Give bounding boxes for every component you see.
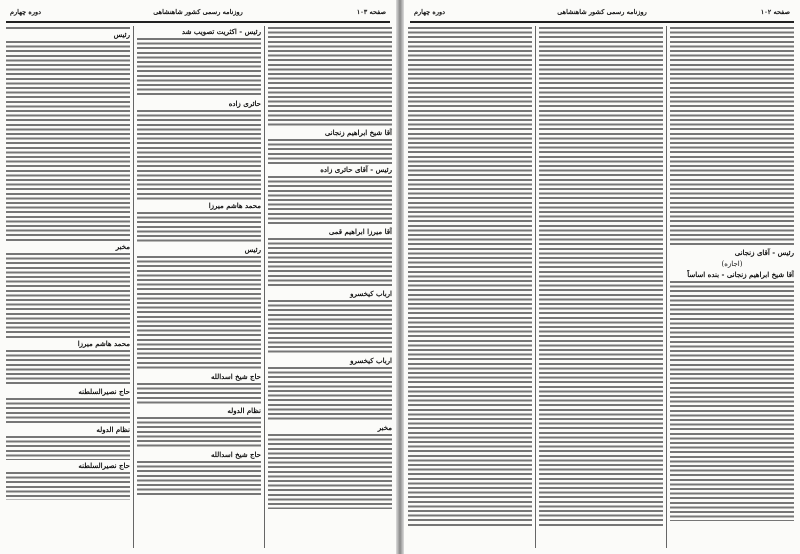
body-text-block: [6, 472, 130, 500]
speaker-heading: ارباب کیخسرو: [350, 356, 392, 365]
page-number: صفحه ۱۰۳: [356, 8, 386, 16]
header-rule: [410, 21, 794, 23]
body-text-block: [539, 27, 663, 527]
speaker-heading: آقا میرزا ابراهیم قمی: [328, 227, 392, 236]
volume-label: دوره چهارم: [414, 8, 445, 16]
column: [6, 26, 130, 501]
column: [539, 26, 663, 528]
body-text-block: [137, 461, 261, 497]
body-text-block: [6, 350, 130, 386]
body-text-block: [137, 110, 261, 200]
speaker-heading: آقا شیخ ابراهیم زنجانی - بنده اساساً: [687, 270, 794, 279]
speaker-heading: رئیس: [113, 30, 130, 39]
body-text-block: [6, 41, 130, 241]
body-text-block: [408, 27, 532, 527]
speaker-heading: مخبر: [115, 242, 130, 251]
speaker-heading: مخبر: [377, 423, 392, 432]
column: [670, 26, 794, 522]
body-text-block: [670, 281, 794, 521]
page-header: [6, 6, 390, 20]
speaker-heading: رئیس - اکثریت تصویب شد: [181, 27, 261, 36]
body-text-block: [268, 434, 392, 509]
body-text-block: [268, 139, 392, 164]
column-divider: [133, 26, 134, 548]
column: [408, 26, 532, 528]
body-text-block: [268, 238, 392, 288]
page-number: صفحه ۱۰۲: [760, 8, 790, 16]
header-rule: [6, 21, 390, 23]
binding-gutter: [396, 0, 404, 554]
newspaper-title: روزنامه رسمی کشور شاهنشاهی: [153, 8, 243, 16]
speaker-heading: حاج نصیرالسلطنه: [78, 387, 130, 396]
speaker-heading: ارباب کیخسرو: [350, 289, 392, 298]
speaker-heading: محمد هاشم میرزا: [77, 339, 130, 348]
column-divider: [264, 26, 265, 548]
body-text-block: [268, 176, 392, 226]
body-text-block: [6, 436, 130, 460]
speaker-heading: حاج شیخ اسدالله: [211, 450, 261, 459]
column: [137, 26, 261, 498]
column-divider: [666, 26, 667, 548]
speaker-heading: نظام الدوله: [96, 425, 130, 434]
body-text-block: [137, 256, 261, 371]
right-page: [404, 0, 800, 554]
body-text-block: [670, 27, 794, 247]
speaker-heading: نظام الدوله: [227, 406, 261, 415]
speaker-heading: محمد هاشم میرزا: [208, 201, 261, 210]
speaker-heading: رئیس: [244, 245, 261, 254]
volume-label: دوره چهارم: [10, 8, 41, 16]
speaker-heading: رئیس - آقای زنجانی: [734, 248, 794, 257]
column-divider: [535, 26, 536, 548]
body-text-block: [268, 300, 392, 355]
speaker-heading: (اجازه): [721, 260, 743, 268]
body-text-block: [137, 383, 261, 405]
speaker-heading: حائری زاده: [228, 99, 261, 108]
body-text-block: [137, 38, 261, 98]
body-text-block: [6, 253, 130, 338]
speaker-heading: آقا شیخ ابراهیم زنجانی: [324, 128, 392, 137]
newspaper-title: روزنامه رسمی کشور شاهنشاهی: [557, 8, 647, 16]
body-text-block: [268, 27, 392, 127]
body-text-block: [6, 27, 130, 29]
speaker-heading: رئیس - آقای حائری زاده: [320, 165, 392, 174]
body-text-block: [268, 367, 392, 422]
page-header: [410, 6, 794, 20]
body-text-block: [6, 398, 130, 424]
body-text-block: [137, 417, 261, 449]
column: [268, 26, 392, 510]
left-page: [0, 0, 396, 554]
speaker-heading: حاج نصیرالسلطنه: [78, 461, 130, 470]
speaker-heading: حاج شیخ اسدالله: [211, 372, 261, 381]
body-text-block: [137, 212, 261, 244]
